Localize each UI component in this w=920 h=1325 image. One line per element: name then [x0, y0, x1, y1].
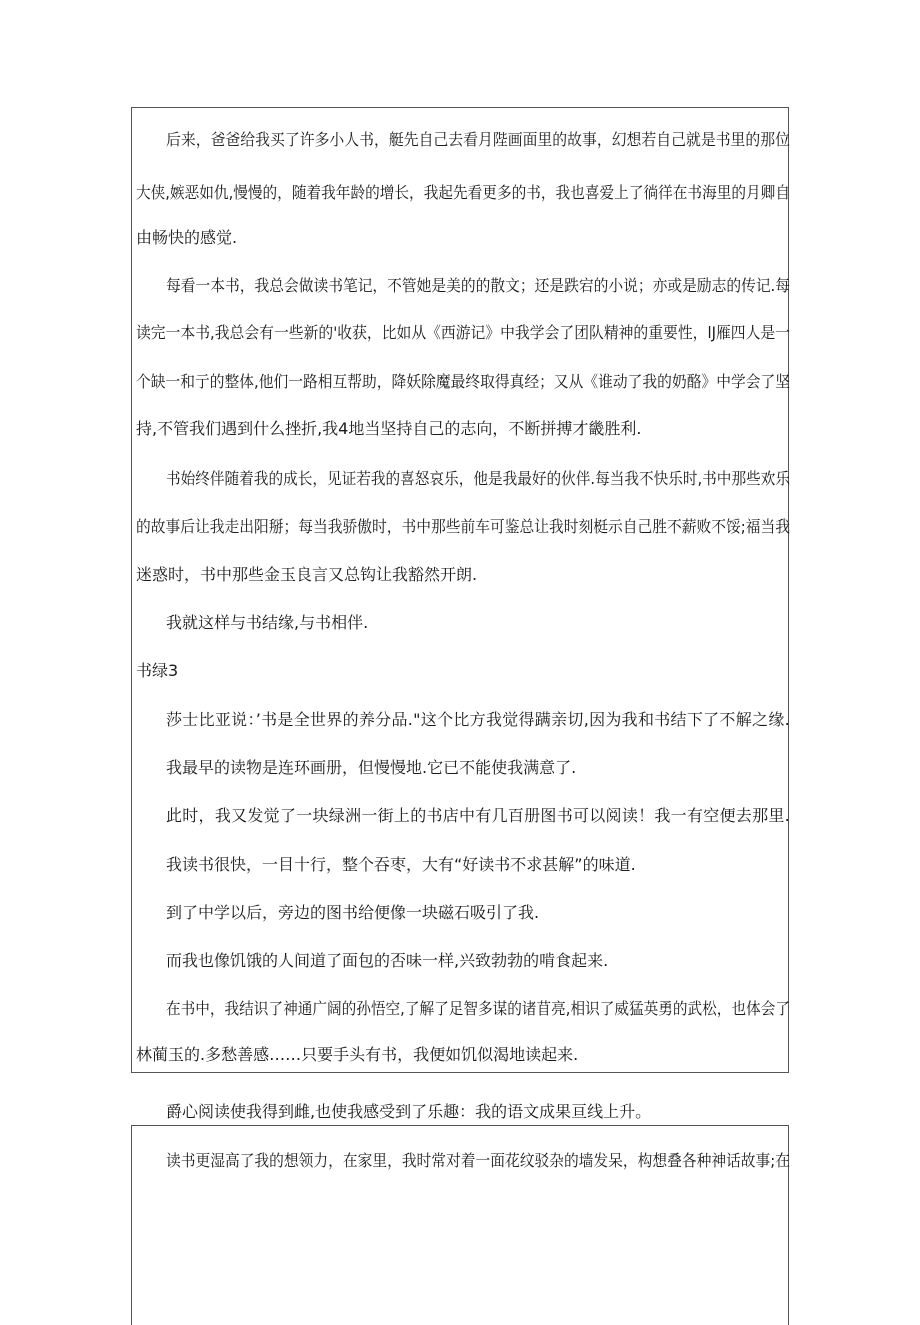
text-line: 林蔺玉的.多愁善感……只要手头有书，我便如饥似渴地读起来. — [136, 1045, 579, 1064]
text-line: 个缺一和亍的整体,他们一路相互帮助，降妖除魔最终取得真经；又从《谁动了我的奶酪》中学会了坚 — [136, 372, 790, 391]
text-line: 后来，爸爸给我买了许多小人书，艇先自己去看月陛画面里的故事，幻想若自己就是书里的那位 — [166, 130, 790, 149]
text-line: 到了中学以后，旁边的图书给便像一块磁石吸引了我. — [166, 903, 540, 922]
text-frame-top — [131, 107, 789, 1073]
text-line: 的故事后让我走出阳掰；每当我骄傲时，书中那些前车可鉴总让我时刻梃示自己胜不薪败不馁;福当我 — [136, 517, 790, 536]
text-line: 读书更湿高了我的想领力，在家里，我时常对着一面花纹驳杂的墙发呆，构想叠各种神话故事;在 — [166, 1151, 790, 1170]
text-line: 爵心阅读使我得到雌,也使我感受到了乐趣：我的语文成果亘线上升。 — [166, 1102, 652, 1121]
section-heading: 书绿3 — [136, 661, 179, 680]
text-line: 莎士比亚说：’书是全世界的养分品."这个比方我觉得蹒亲切,因为我和书结下了不解之缘. — [166, 710, 790, 729]
text-line: 而我也像饥饿的人间道了面包的否味一样,兴致勃勃的啃食起来. — [166, 951, 609, 970]
text-line: 每看一本书，我总会做读书笔记，不管她是美的的散文；还是跌宕的小说；亦或是励志的传记.每 — [166, 276, 790, 295]
text-line: 由畅快的感觉. — [136, 228, 238, 247]
text-line: 在书中，我结识了神通广阔的孙悟空,了解了足智多谋的诸苜亮,相识了威猛英勇的武松，也体会了 — [166, 999, 790, 1018]
text-line: 此时，我又发觉了一块绿洲一街上的书店中有几百册图书可以阅读！我一有空便去那里. — [166, 806, 790, 825]
text-line: 我最早的读物是连环画册，但慢慢地.它已不能使我满意了. — [166, 758, 577, 777]
text-line: 读完一本书,我总会有一些新的'收获，比如从《西游记》中我学会了团队精神的重要性，lJ雁四人是一 — [136, 323, 790, 342]
text-line: 我读书很快，一目十行，整个吞枣，大有“好读书不求甚解”的味道. — [166, 855, 636, 874]
text-line: 书始终伴随着我的成长，见证若我的喜怒哀乐，他是我最好的伙伴.每当我不快乐时,书中那些欢乐 — [166, 469, 790, 488]
text-line: 迷惑时，书中那些金玉良言又总钩让我豁然开朗. — [136, 565, 478, 584]
text-line: 大侠,嫉恶如仇,慢慢的，随着我年龄的增长，我起先看更多的书，我也喜爱上了徜徉在书海里的月卿自 — [136, 183, 790, 202]
text-line: 我就这样与书结缘,与书相伴. — [166, 613, 369, 632]
text-line: 持,不管我们遇到什么挫折,我4地当坚持自己的志向，不断拼搏才畿胜利. — [136, 419, 642, 438]
